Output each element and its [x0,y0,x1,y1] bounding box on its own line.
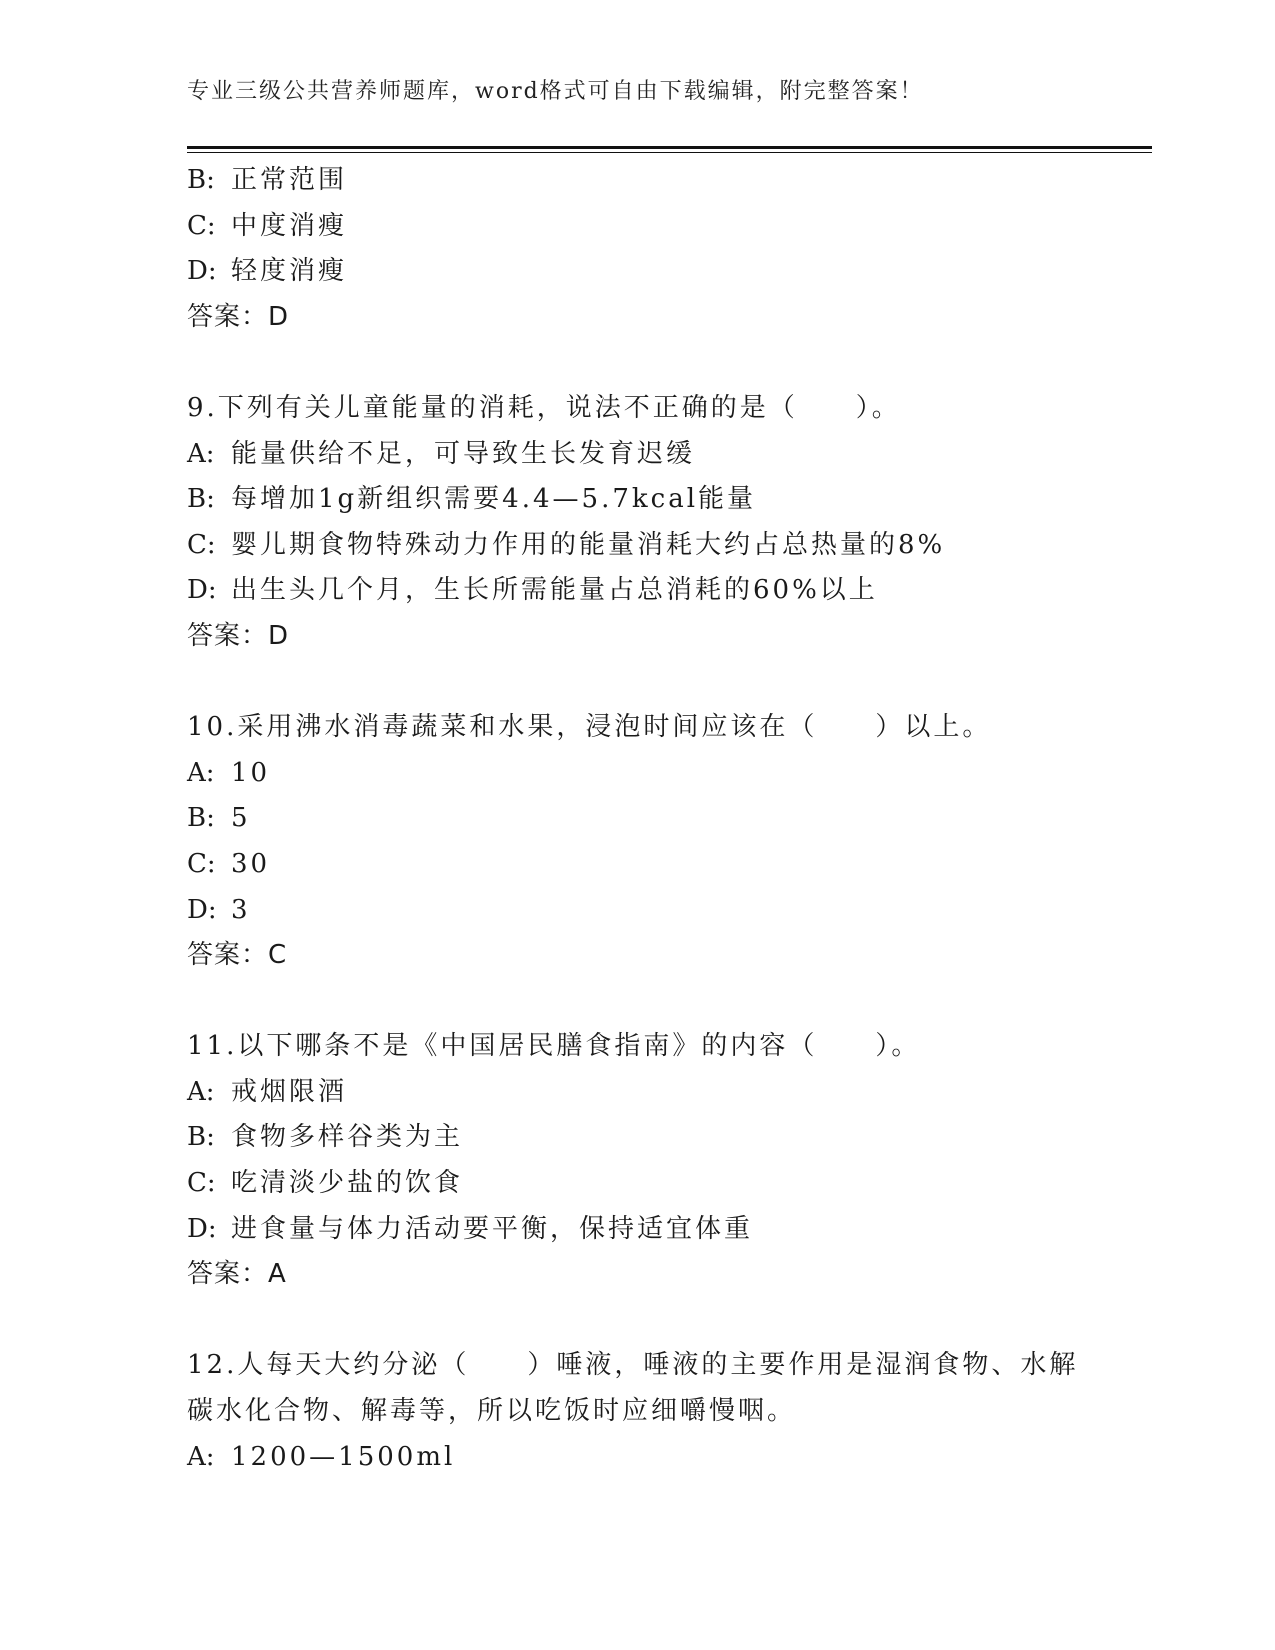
option-c: C: 30 [187,848,271,879]
question-title: 9.下列有关儿童能量的消耗，说法不正确的是（ ）。 [187,392,901,423]
option-a: A: 能量供给不足，可导致生长发育迟缓 [187,438,696,469]
answer-line: 答案：D [187,301,290,332]
option-b: B: 食物多样谷类为主 [187,1122,464,1153]
question-title-continued: 碳水化合物、解毒等，所以吃饭时应细嚼慢咽。 [187,1396,797,1427]
option-d: D: 3 [187,894,251,925]
question-block-11 [187,1024,1087,1298]
question-title: 12.人每天大约分泌（ ）唾液，唾液的主要作用是湿润食物、水解 [187,1350,1079,1381]
option-b: B: 每增加1g新组织需要4.4—5.7kcal能量 [187,484,757,515]
option-a: A: 1200—1500ml [187,1441,456,1472]
answer-line: 答案：C [187,940,288,971]
question-block-9 [187,386,1087,660]
option-d: D: 出生头几个月，生长所需能量占总消耗的60%以上 [187,575,878,606]
question-block-10 [187,705,1087,979]
option-c: C: 中度消瘦 [187,210,348,241]
option-c: C: 婴儿期食物特殊动力作用的能量消耗大约占总热量的8% [187,529,946,560]
option-d: D: 进食量与体力活动要平衡，保持适宜体重 [187,1213,754,1244]
question-block-12 [187,1343,1087,1480]
question-title: 10.采用沸水消毒蔬菜和水果，浸泡时间应该在（ ）以上。 [187,712,992,743]
option-d: D: 轻度消瘦 [187,256,348,287]
answer-line: 答案：A [187,1259,287,1290]
option-a: A: 10 [187,757,271,788]
header-divider [187,146,1152,153]
option-c: C: 吃清淡少盐的饮食 [187,1168,464,1199]
page-header: 专业三级公共营养师题库，word格式可自由下载编辑，附完整答案！ [187,79,924,104]
question-title: 11.以下哪条不是《中国居民膳食指南》的内容（ ）。 [187,1031,921,1062]
option-b: B: 5 [187,803,251,834]
question-list [187,158,1087,1480]
question-block-prev [187,158,1087,340]
option-b: B: 正常范围 [187,165,348,195]
answer-line: 答案：D [187,620,290,651]
option-a: A: 戒烟限酒 [187,1076,348,1107]
